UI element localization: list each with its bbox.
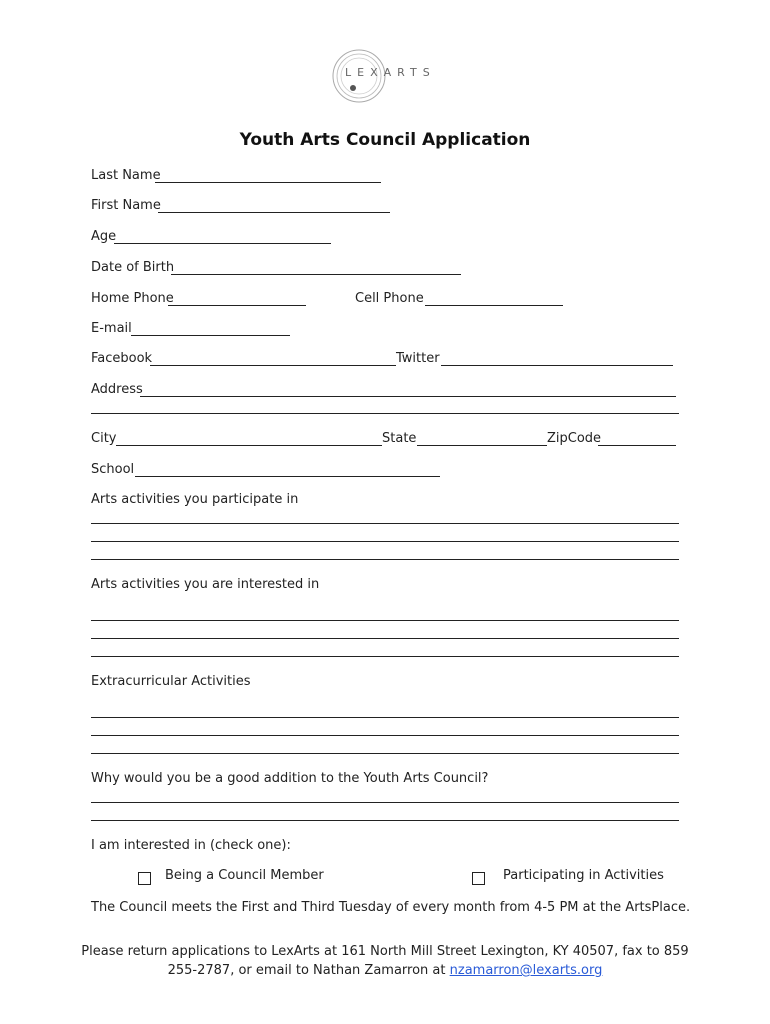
email-field[interactable]	[131, 335, 290, 336]
interest-in-label: I am interested in (check one):	[91, 838, 291, 853]
city-label: City	[91, 431, 117, 446]
interested-line-3[interactable]	[91, 656, 679, 657]
age-field[interactable]	[114, 243, 331, 244]
facebook-field[interactable]	[150, 365, 396, 366]
home-phone-label: Home Phone	[91, 291, 174, 306]
form-title: Youth Arts Council Application	[239, 130, 531, 150]
interested-line-2[interactable]	[91, 638, 679, 639]
school-label: School	[91, 462, 135, 477]
participate-label: Arts activities you participate in	[91, 492, 299, 507]
age-label: Age	[91, 229, 117, 244]
city-field[interactable]	[116, 445, 382, 446]
participating-label: Participating in Activities	[503, 868, 664, 883]
last-name-label: Last Name	[91, 168, 161, 183]
email-label: E-mail	[91, 321, 132, 336]
address-field[interactable]	[140, 396, 676, 397]
cell-phone-label: Cell Phone	[355, 291, 424, 306]
participating-checkbox[interactable]	[472, 872, 485, 885]
state-field[interactable]	[417, 445, 547, 446]
why-label: Why would you be a good addition to the Youth Arts Council?	[91, 771, 489, 786]
footer-text: Please return applications to LexArts at 161 North Mill Street Lexington, KY 40507, fax to 859 255-2787, or email to Nathan Zamarron at	[81, 944, 689, 978]
twitter-field[interactable]	[441, 365, 673, 366]
participate-line-2[interactable]	[91, 541, 679, 542]
zip-field[interactable]	[598, 445, 676, 446]
dob-label: Date of Birth	[91, 260, 175, 275]
facebook-label: Facebook	[91, 351, 153, 366]
extracurricular-label: Extracurricular Activities	[91, 674, 251, 689]
participate-line-1[interactable]	[91, 523, 679, 524]
council-member-label: Being a Council Member	[165, 868, 324, 883]
twitter-label: Twitter	[396, 351, 440, 366]
state-label: State	[382, 431, 417, 446]
interested-line-1[interactable]	[91, 620, 679, 621]
extracurricular-line-3[interactable]	[91, 753, 679, 754]
address-field-line-2[interactable]	[91, 413, 679, 414]
cell-phone-field[interactable]	[425, 305, 563, 306]
logo-text: LEXARTS	[345, 66, 436, 79]
dob-field[interactable]	[171, 274, 461, 275]
meeting-note: The Council meets the First and Third Tuesday of every month from 4-5 PM at the ArtsPlace.	[91, 900, 691, 915]
address-label: Address	[91, 382, 143, 397]
participate-line-3[interactable]	[91, 559, 679, 560]
interested-label: Arts activities you are interested in	[91, 577, 320, 592]
last-name-field[interactable]	[155, 182, 381, 183]
footer	[80, 942, 690, 980]
school-field[interactable]	[135, 476, 440, 477]
council-member-checkbox[interactable]	[138, 872, 151, 885]
why-line-2[interactable]	[91, 820, 679, 821]
zip-label: ZipCode	[547, 431, 602, 446]
first-name-field[interactable]	[158, 212, 390, 213]
extracurricular-line-1[interactable]	[91, 717, 679, 718]
extracurricular-line-2[interactable]	[91, 735, 679, 736]
first-name-label: First Name	[91, 198, 161, 213]
footer-email-link[interactable]: nzamarron@lexarts.org	[449, 963, 603, 978]
home-phone-field[interactable]	[168, 305, 306, 306]
why-line-1[interactable]	[91, 802, 679, 803]
